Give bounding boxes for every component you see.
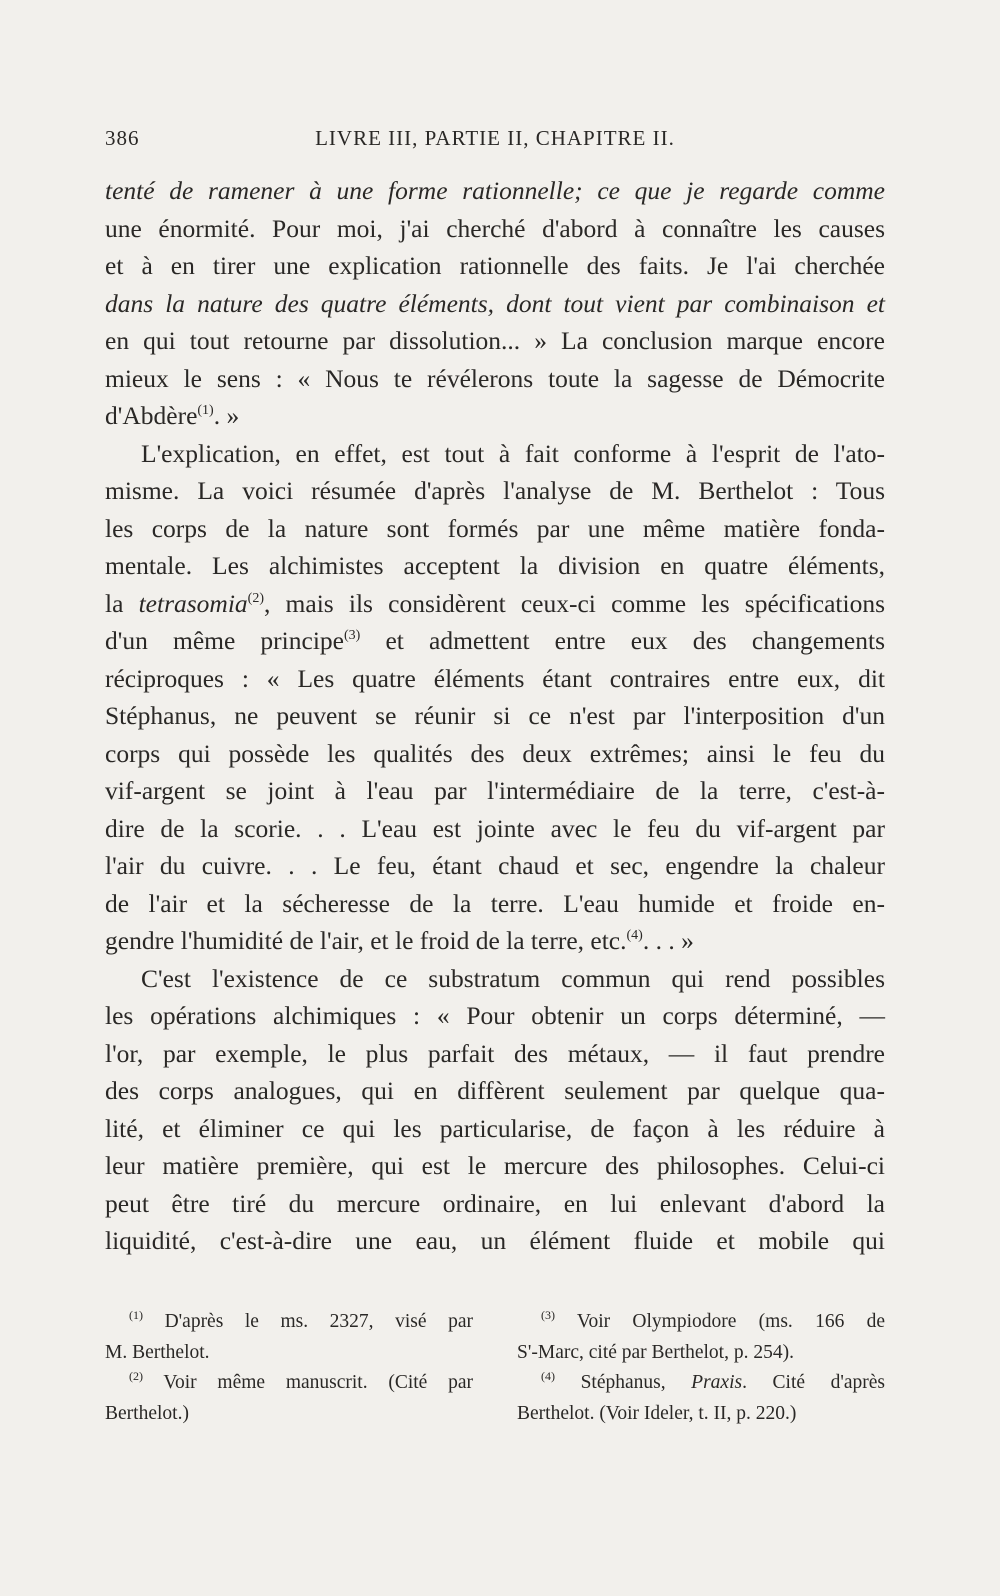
footnote-text: D'après le ms. 2327, visé par [164, 1311, 473, 1332]
text-fragment: gendre l'humidité de l'air, et le froid de la terre, etc. [105, 926, 627, 955]
paragraph-3 [105, 960, 885, 1260]
footnote-text: Voir même manuscrit. (Cité par [163, 1372, 473, 1393]
text-line [105, 397, 885, 435]
text-fragment: . . . » [642, 926, 694, 955]
page-number: 386 [105, 126, 140, 150]
text-line: des corps analogues, qui en diffèrent seulement par quelque qua- [105, 1076, 885, 1105]
footnote-4 [517, 1368, 885, 1429]
paragraph-2 [105, 435, 885, 960]
footnote-line: Berthelot. (Voir Ideler, t. II, p. 220.) [517, 1402, 797, 1424]
text-line [105, 172, 885, 210]
text-line: Stéphanus, ne peuvent se réunir si ce n'est par l'interposition d'un [105, 701, 885, 730]
text-line: vif-argent se joint à l'eau par l'intermédiaire de la terre, c'est-à- [105, 776, 885, 805]
footnote-line: M. Berthelot. [105, 1341, 210, 1363]
main-text [105, 172, 885, 1260]
text-line: réciproques : « Les quatre éléments étant contraires entre eux, dit [105, 663, 885, 693]
footnote-line [517, 1368, 885, 1399]
footnote-1 [105, 1307, 473, 1368]
text-line: les corps de la nature sont formés par une même matière fonda- [105, 513, 885, 543]
footnotes-right-column [517, 1307, 885, 1429]
text-line [105, 622, 885, 660]
footnote-line [105, 1307, 473, 1338]
footnote-ref[interactable]: (1) [197, 403, 214, 418]
text-line: lité, et éliminer ce qui les particularise, de façon à les réduire à [105, 1113, 885, 1143]
text-line [105, 585, 885, 623]
footnote-line [105, 1368, 473, 1399]
text-line: l'air du cuivre. . . Le feu, étant chaud et sec, engendre la chaleur [105, 851, 885, 880]
text-line: les opérations alchimiques : « Pour obtenir un corps déterminé, — [105, 1001, 885, 1030]
footnote-ref[interactable]: (2) [247, 590, 264, 606]
footnote-2 [105, 1368, 473, 1429]
text-line: liquidité, c'est-à-dire une eau, un élément fluide et mobile qui [105, 1226, 885, 1255]
text-fragment: , mais ils considèrent ceux-ci comme les spécifications [264, 588, 885, 618]
text-fragment: . » [213, 401, 240, 430]
text-line: leur matière première, qui est le mercure des philosophes. Celui-ci [105, 1151, 885, 1180]
text-line: corps qui possède les qualités des deux extrêmes; ainsi le feu du [105, 738, 885, 768]
text-line: mieux le sens : « Nous te révélerons toute la sagesse de Démocrite [105, 363, 885, 393]
text-line: en qui tout retourne par dissolution... » La conclusion marque encore [105, 326, 885, 355]
text-line: de l'air et la sécheresse de la terre. L'eau humide et froide en- [105, 888, 885, 918]
text-line [105, 922, 885, 960]
text-line: dire de la scorie. . . L'eau est jointe avec le feu du vif-argent par [105, 813, 885, 843]
text-line: L'explication, en effet, est tout à fait conforme à l'esprit de l'ato- [141, 438, 885, 468]
text-fragment: et admettent entre eux des changements [360, 626, 885, 655]
footnote-line [517, 1307, 885, 1338]
footnote-line: Berthelot.) [105, 1402, 189, 1424]
footnote-text: Voir Olympiodore (ms. 166 de [576, 1311, 885, 1332]
text-fragment: d'un même principe [105, 626, 344, 655]
text-line: dans la nature des quatre éléments, dont tout vient par combinaison et [105, 288, 885, 318]
footnote-mark: (4) [541, 1369, 555, 1383]
footnotes-left-column [105, 1307, 473, 1429]
footnote-line: S'-Marc, cité par Berthelot, p. 254). [517, 1341, 794, 1363]
paragraph-1 [105, 172, 885, 435]
text-line: mentale. Les alchimistes acceptent la division en quatre éléments, [105, 551, 885, 580]
running-title: LIVRE III, PARTIE II, CHAPITRE II. [315, 126, 675, 150]
footnote-text: Stéphanus, [580, 1372, 692, 1393]
text-line: une énormité. Pour moi, j'ai cherché d'abord à connaître les causes [105, 213, 885, 243]
text-line: et à en tirer une explication rationnelle des faits. Je l'ai cherchée [105, 251, 885, 280]
text-fragment: la [105, 588, 139, 618]
text-line: l'or, par exemple, le plus parfait des métaux, — il faut prendre [105, 1038, 885, 1068]
text-line: misme. La voici résumée d'après l'analyse de M. Berthelot : Tous [105, 476, 885, 505]
footnote-mark: (3) [541, 1308, 555, 1322]
footnote-ref[interactable]: (3) [343, 628, 361, 643]
footnote-work-title: Praxis [691, 1372, 743, 1393]
running-header [105, 126, 885, 160]
footnote-text: . Cité d'après [742, 1372, 885, 1393]
footnote-mark: (1) [129, 1308, 143, 1322]
text-fragment: d'Abdère [105, 401, 198, 430]
footnote-ref[interactable]: (4) [626, 928, 643, 943]
text-line-content: tenté de ramener à une forme rationnelle; ce que je regarde comme [105, 176, 885, 205]
footnote-mark: (2) [129, 1369, 143, 1383]
footnote-3 [517, 1307, 885, 1368]
text-fragment: tetrasomia [138, 588, 248, 618]
text-line: C'est l'existence de ce substratum commun qui rend possibles [141, 963, 885, 993]
text-line: peut être tiré du mercure ordinaire, en lui enlevant d'abord la [105, 1188, 885, 1218]
